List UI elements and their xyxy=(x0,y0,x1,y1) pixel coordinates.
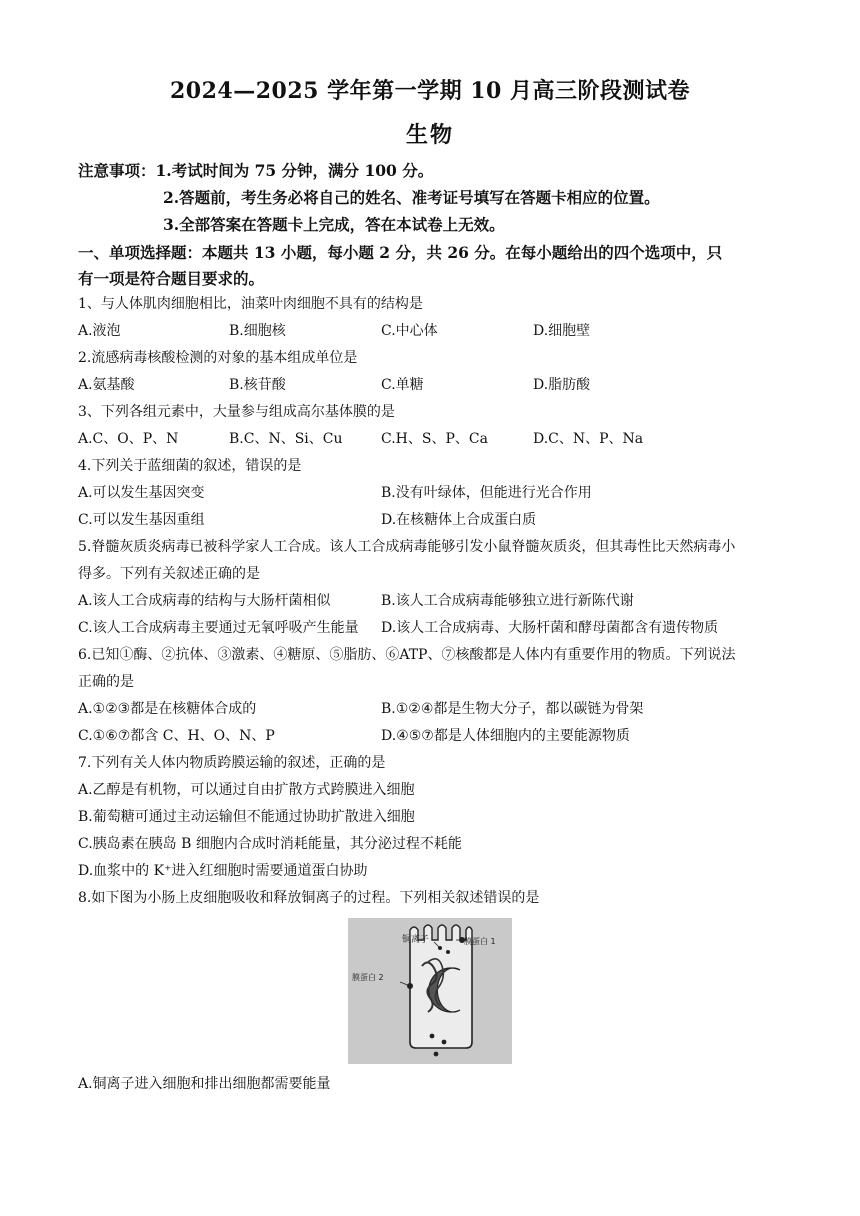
exam-subject: 生物 xyxy=(405,122,454,148)
notice-label: 注意事项： xyxy=(78,161,156,180)
exam-title: 2024—2025 学年第一学期 10 月高三阶段测试卷 xyxy=(169,78,691,104)
question-4-option-c: C.可以发生基因重组 xyxy=(78,512,205,528)
cell-diagram-svg xyxy=(348,918,512,1064)
question-3-stem: 3、下列各组元素中，大量参与组成高尔基体膜的是 xyxy=(78,404,395,420)
question-3-option-b: B.C、N、Si、Cu xyxy=(229,431,343,447)
question-1-option-a: A.液泡 xyxy=(78,323,121,339)
notice-item-1: 注意事项：1.考试时间为 75 分钟，满分 100 分。 xyxy=(78,161,434,180)
question-7-stem: 7.下列有关人体内物质跨膜运输的叙述，正确的是 xyxy=(78,755,386,771)
vesicle-dot xyxy=(442,1040,447,1045)
vesicle-dot xyxy=(434,1052,439,1057)
question-4-option-b: B.没有叶绿体，但能进行光合作用 xyxy=(381,485,592,501)
question-7-option-a: A.乙醇是有机物，可以通过自由扩散方式跨膜进入细胞 xyxy=(78,782,415,798)
vesicle-dot xyxy=(430,1034,435,1039)
question-3-option-a: A.C、O、P、N xyxy=(78,431,179,447)
question-5-stem-line-2: 得多。下列有关叙述正确的是 xyxy=(78,566,260,582)
question-4-stem: 4.下列关于蓝细菌的叙述，错误的是 xyxy=(78,458,302,474)
label-membrane-protein-2: 膜蛋白 2 xyxy=(352,973,384,982)
intestinal-cell-figure xyxy=(348,918,512,1064)
question-1-option-d: D.细胞壁 xyxy=(533,323,591,339)
question-1-stem: 1、与人体肌肉细胞相比，油菜叶肉细胞不具有的结构是 xyxy=(78,296,423,312)
question-6-option-c: C.①⑥⑦都含 C、H、O、N、P xyxy=(78,728,275,744)
question-1-option-c: C.中心体 xyxy=(381,323,438,339)
question-7-option-b: B.葡萄糖可通过主动运输但不能通过协助扩散进入细胞 xyxy=(78,809,415,825)
question-5-stem-line-1: 5.脊髓灰质炎病毒已被科学家人工合成。该人工合成病毒能够引发小鼠脊髓灰质炎，但其毒性比天然病毒小 xyxy=(78,539,736,555)
question-6-stem-line-2: 正确的是 xyxy=(78,674,134,690)
question-2-option-c: C.单糖 xyxy=(381,377,424,393)
question-2-stem: 2.流感病毒核酸检测的对象的基本组成单位是 xyxy=(78,350,358,366)
question-7-option-d: D.血浆中的 K⁺进入红细胞时需要通道蛋白协助 xyxy=(78,863,368,879)
question-2-option-a: A.氨基酸 xyxy=(78,377,135,393)
section-heading-line-1: 一、单项选择题：本题共 13 小题，每小题 2 分，共 26 分。在每小题给出的四个选项中，只 xyxy=(78,243,723,262)
question-3-option-d: D.C、N、P、Na xyxy=(533,431,644,447)
copper-ion-dot xyxy=(446,950,450,954)
label-copper-ion: 铜离子 xyxy=(402,935,430,945)
question-6-stem-line-1: 6.已知①酶、②抗体、③激素、④糖原、⑤脂肪、⑥ATP、⑦核酸都是人体内有重要作用的物质。下列说法 xyxy=(78,647,736,663)
question-2-option-d: D.脂肪酸 xyxy=(533,377,591,393)
notice-item-3: 3.全部答案在答题卡上完成，答在本试卷上无效。 xyxy=(163,215,505,234)
cell-membrane xyxy=(410,940,472,1048)
question-6-option-a: A.①②③都是在核糖体合成的 xyxy=(78,701,257,717)
question-8-option-a: A.铜离子进入细胞和排出细胞都需要能量 xyxy=(78,1076,331,1092)
question-4-option-a: A.可以发生基因突变 xyxy=(78,485,205,501)
notice-item-2: 2.答题前，考生务必将自己的姓名、准考证号填写在答题卡相应的位置。 xyxy=(163,188,660,207)
question-5-option-c: C.该人工合成病毒主要通过无氧呼吸产生能量 xyxy=(78,620,359,636)
question-4-option-d: D.在核糖体上合成蛋白质 xyxy=(381,512,537,528)
section-heading-line-2: 有一项是符合题目要求的。 xyxy=(78,269,265,288)
question-5-option-b: B.该人工合成病毒能够独立进行新陈代谢 xyxy=(381,593,634,609)
label-membrane-protein-1: 膜蛋白 1 xyxy=(464,937,496,946)
question-6-option-b: B.①②④都是生物大分子，都以碳链为骨架 xyxy=(381,701,644,717)
question-2-option-b: B.核苷酸 xyxy=(229,377,286,393)
question-6-option-d: D.④⑤⑦都是人体细胞内的主要能源物质 xyxy=(381,728,630,744)
question-5-option-a: A.该人工合成病毒的结构与大肠杆菌相似 xyxy=(78,593,331,609)
question-1-option-b: B.细胞核 xyxy=(229,323,286,339)
question-3-option-c: C.H、S、P、Ca xyxy=(381,431,488,447)
question-7-option-c: C.胰岛素在胰岛 B 细胞内合成时消耗能量，其分泌过程不耗能 xyxy=(78,836,462,852)
question-8-stem: 8.如下图为小肠上皮细胞吸收和释放铜离子的过程。下列相关叙述错误的是 xyxy=(78,890,540,906)
question-5-option-d: D.该人工合成病毒、大肠杆菌和酵母菌都含有遗传物质 xyxy=(381,620,719,636)
